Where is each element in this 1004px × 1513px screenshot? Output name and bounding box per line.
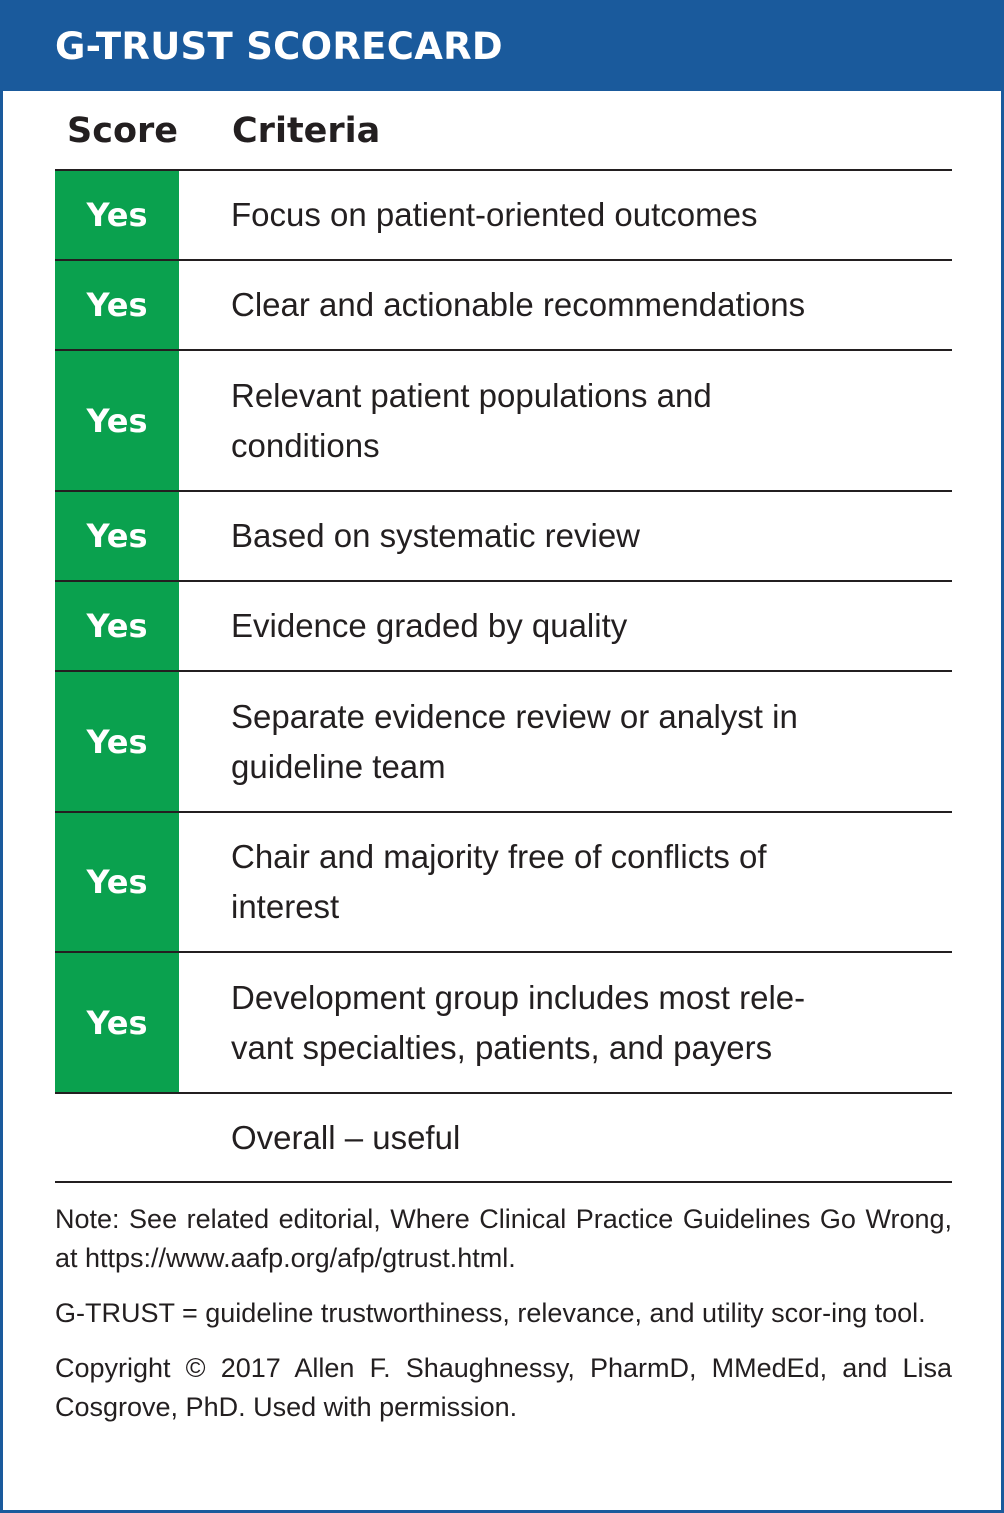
criteria-cell: Based on systematic review xyxy=(231,517,641,554)
overall-criteria-cell: Overall – useful xyxy=(231,1118,461,1156)
criteria-cell: Development group includes most rele-vant specialties, patients, and payers xyxy=(231,978,806,1066)
table-row xyxy=(55,169,952,259)
criteria-cell: Separate evidence review or analyst in guideline team xyxy=(231,697,798,785)
criteria-cell: Clear and actionable recommendations xyxy=(231,286,806,323)
score-cell: Yes xyxy=(55,351,179,490)
criteria-column-header: Criteria xyxy=(232,111,381,151)
score-cell: Yes xyxy=(55,672,179,811)
abbreviation-note: G-TRUST = guideline trustworthiness, relevance, and utility scor-ing tool. xyxy=(55,1298,926,1328)
score-cell: Yes xyxy=(55,171,179,259)
criteria-cell: Evidence graded by quality xyxy=(231,607,628,644)
score-cell: Yes xyxy=(55,953,179,1092)
overall-score-cell xyxy=(55,1094,179,1181)
footnotes xyxy=(55,1200,952,1443)
table-row xyxy=(55,490,952,580)
table-row xyxy=(55,259,952,349)
table-row xyxy=(55,670,952,811)
criteria-cell: Focus on patient-oriented outcomes xyxy=(231,196,758,233)
score-cell: Yes xyxy=(55,261,179,349)
score-cell: Yes xyxy=(55,492,179,580)
table-row xyxy=(55,580,952,670)
overall-row xyxy=(55,1092,952,1183)
scorecard-title: G-TRUST SCORECARD xyxy=(3,3,1001,91)
table-row xyxy=(55,951,952,1092)
score-cell: Yes xyxy=(55,582,179,670)
score-column-header: Score xyxy=(67,111,178,151)
table-row xyxy=(55,349,952,490)
criteria-cell: Relevant patient populations and conditions xyxy=(231,376,712,464)
copyright-note: Copyright © 2017 Allen F. Shaughnessy, PharmD, MMedEd, and Lisa Cosgrove, PhD. Used with permission. xyxy=(55,1353,952,1422)
criteria-table xyxy=(55,169,952,1183)
editorial-note: Note: See related editorial, Where Clinical Practice Guidelines Go Wrong, at https://www.aafp.org/afp/gtrust.html. xyxy=(55,1204,952,1273)
score-cell: Yes xyxy=(55,813,179,951)
table-row xyxy=(55,811,952,951)
criteria-cell: Chair and majority free of conflicts of interest xyxy=(231,838,767,925)
